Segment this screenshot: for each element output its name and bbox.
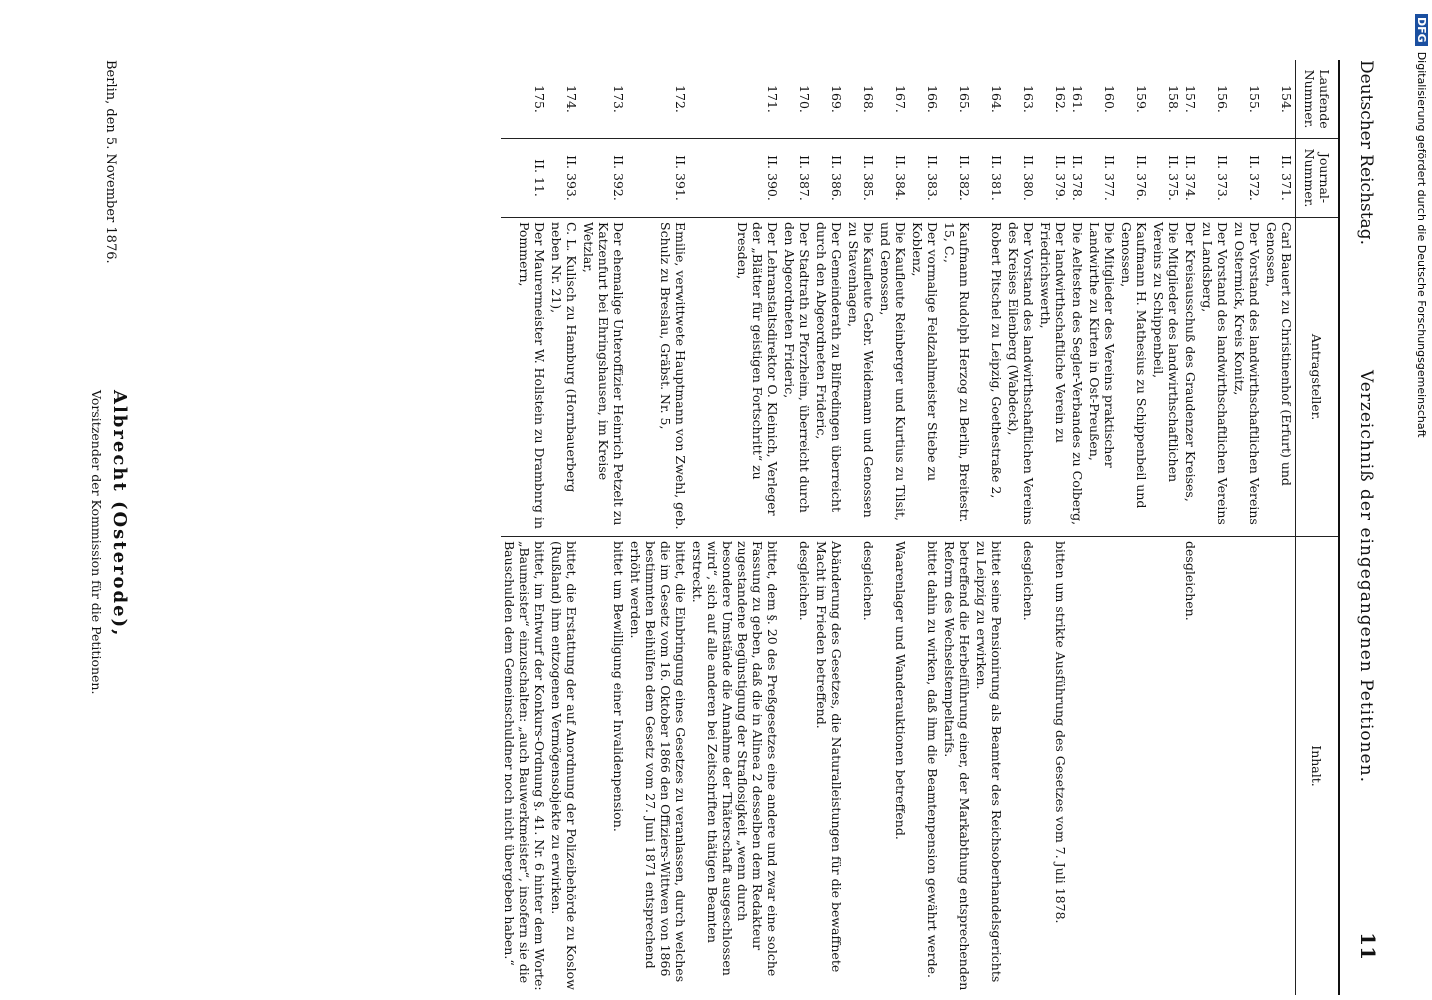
cell-antrag: Robert Pitschel zu Leipzig, Goethestraße 2,: [973, 218, 1005, 537]
column-header: Antragsteller.: [1296, 218, 1340, 537]
cell-antrag: Der Gemeinderath zu Bilfredingen überreicht durch den Abgeordneten Frideric,: [813, 218, 845, 537]
cell-inhalt: bittet seine Pensionirung als Beamter des Reichsoberhandelsgerichts zu Leipzig zu erwirken.: [973, 537, 1005, 996]
cell-inhalt: [1263, 537, 1296, 996]
cell-lfd: 164.: [989, 85, 1004, 113]
cell-journal: II. 11.: [501, 139, 548, 218]
cell-journal: II. 381.: [973, 139, 1005, 218]
cell-inhalt: [1199, 537, 1231, 996]
cell-inhalt: bittet dahin zu wirken, daß ihm die Beamtenpension gewährt werde.: [909, 537, 941, 996]
table-row: [1086, 60, 1118, 995]
cell-lfd: 167.: [893, 85, 908, 113]
cell-inhalt: [1150, 537, 1182, 996]
cell-lfd: 155.: [1247, 85, 1262, 113]
cell-lfd: 165.: [957, 85, 972, 113]
footer-date: Berlin, den 5. November 1876.: [103, 60, 118, 264]
cell-journal: II. 377.: [1086, 139, 1118, 218]
cell-inhalt: desgleichen.: [845, 537, 877, 996]
cell-lfd: 163.: [1021, 85, 1036, 113]
petitions-table: [501, 60, 1340, 995]
table-row: [781, 60, 813, 995]
cell-inhalt: bittet, die Einbringung eines Gesetzes zu veranlassen, durch welches die im Gesetz vom 16. Oktober 1866 den Offiziers-Wittwen von 1866 bestimmten Beihülfen dem Gesetz vom 27. Juni 1871 entsprechend erhöht werden.: [627, 537, 689, 996]
cell-lfd: 173.: [611, 85, 626, 113]
table-row: [627, 60, 689, 995]
cell-antrag: Die Kaufleute Reinberger und Kurtius zu Tilsit, und Genossen,: [877, 218, 909, 537]
cell-journal: II. 372.: [1231, 139, 1263, 218]
cell-journal: II. 384.: [877, 139, 909, 218]
cell-antrag: Der Lehranstaltsdirektor O. Kleinich, Verleger der „Blätter für geistigen Fortschritt“ zu Dresden,: [689, 218, 781, 537]
cell-lfd: 169.: [829, 85, 844, 113]
cell-journal: II. 371.: [1263, 139, 1296, 218]
table-row: [1231, 60, 1263, 995]
cell-inhalt: bitten um strikte Ausführung des Gesetzes vom 7. Juli 1878.: [1037, 537, 1069, 996]
header-left: Deutscher Reichstag.: [1356, 60, 1376, 245]
dfg-logo: DFG: [1415, 14, 1428, 46]
cell-journal: II. 390.: [689, 139, 781, 218]
cell-journal: II. 376.: [1118, 139, 1150, 218]
cell-journal: II. 391.: [627, 139, 689, 218]
header-title: Verzeichniß der eingegangenen Petitionen.: [1356, 370, 1376, 783]
table-row: [1150, 60, 1182, 995]
cell-antrag: Der vormalige Feldzahlmeister Stiebe zu Koblenz,: [909, 218, 941, 537]
cell-inhalt: [1086, 537, 1118, 996]
table-row: [548, 60, 580, 995]
column-header: Laufende Nummer.: [1296, 60, 1340, 139]
cell-antrag: Die Aeltesten des Segler-Verbandes zu Colberg,: [1069, 218, 1086, 537]
cell-lfd: 174.: [564, 85, 579, 113]
cell-antrag: Carl Bauert zu Christinenhof (Erfurt) und Genossen,: [1263, 218, 1296, 537]
cell-lfd: 166.: [925, 85, 940, 113]
table-row: [941, 60, 973, 995]
cell-lfd: 156.: [1215, 85, 1230, 113]
cell-inhalt: Waarenlager und Wanderauktionen betreffend.: [877, 537, 909, 996]
cell-inhalt: bittet, im Entwurf der Konkurs-Ordnung §. 41. Nr. 6 hinter dem Worte: „Baumeister“ einzuschalten: „auch Bauwerkmeister“, insofern sie die Bauschulden dem Gemeinschuldner noch nicht übergeben haben.“: [501, 537, 548, 996]
cell-antrag: Der Kreisausschuß des Graudenzer Kreises,: [1182, 218, 1199, 537]
rotated-document: [60, 60, 1380, 991]
table-row: [1005, 60, 1037, 995]
cell-inhalt: bittet, dem §. 20 des Preßgesetzes eine andere und zwar eine solche Fassung zu geben, daß die in Alinea 2 desselben dem Redakteur zugestandene Begünstigung der Straflosigkeit „wenn durch besondere Umstände die Annahme der Thäterschaft ausgeschlossen wird“, sich auf alle anderen bei Zeitschriften thätigen Beamten erstreckt.: [689, 537, 781, 996]
cell-antrag: Der Vorstand des landwirthschaftlichen Vereins zu Landsberg,: [1199, 218, 1231, 537]
cell-antrag: Der landwirthschaftliche Verein zu Friedrichswerth,: [1037, 218, 1069, 537]
table-row: [1182, 60, 1199, 995]
cell-antrag: Die Mitglieder des landwirthschaftlichen Vereins zu Schippenbeil,: [1150, 218, 1182, 537]
cell-journal: II. 380.: [1005, 139, 1037, 218]
cell-antrag: Der Vorstand des landwirthschaftlichen Vereins des Kreises Eilenberg (Wabdeck),: [1005, 218, 1037, 537]
cell-lfd: 175.: [532, 85, 547, 113]
cell-journal: II. 386.: [813, 139, 845, 218]
cell-antrag: Kaufmann H. Mathesius zu Schippenbeil und Genossen,: [1118, 218, 1150, 537]
table-row: [1263, 60, 1296, 995]
cell-journal: II. 378.: [1069, 139, 1086, 218]
cell-journal: II. 373.: [1199, 139, 1231, 218]
table-row: [1037, 60, 1069, 995]
cell-inhalt: desgleichen.: [1182, 537, 1199, 996]
cell-inhalt: betreffend die Herbeiführung einer, der Markabthung entsprechenden Reform des Wechselstempeltarifs.: [941, 537, 973, 996]
table-row: [1199, 60, 1231, 995]
cell-journal: II. 393.: [548, 139, 580, 218]
cell-lfd: 157.: [1183, 85, 1198, 113]
cell-lfd: 161.: [1070, 85, 1085, 113]
cell-journal: II. 392.: [580, 139, 627, 218]
cell-inhalt: [1231, 537, 1263, 996]
cell-inhalt: desgleichen.: [781, 537, 813, 996]
cell-lfd: 168.: [861, 85, 876, 113]
cell-journal: II. 379.: [1037, 139, 1069, 218]
cell-antrag: C. L. Kulisch zu Hamburg (Hornbauerberg neben Nr. 21),: [548, 218, 580, 537]
table-row: [580, 60, 627, 995]
cell-inhalt: [1118, 537, 1150, 996]
table-row: [1118, 60, 1150, 995]
table-header-row: [1296, 60, 1340, 995]
table-row: [501, 60, 548, 995]
cell-antrag: Der Stadtrath zu Pforzheim, überreicht durch den Abgeordneten Frideric,: [781, 218, 813, 537]
cell-lfd: 171.: [765, 85, 780, 113]
cell-lfd: 158.: [1166, 85, 1181, 113]
column-header: Inhalt.: [1296, 537, 1340, 996]
cell-antrag: Der Maurermeister W. Hollstein zu Drambnrg in Pommern,: [501, 218, 548, 537]
table-row: [909, 60, 941, 995]
cell-journal: II. 382.: [941, 139, 973, 218]
cell-inhalt: Abänderung des Gesetzes, die Naturalleistungen für die bewaffnete Macht im Frieden betreffend.: [813, 537, 845, 996]
table-row: [1069, 60, 1086, 995]
cell-antrag: Emilie, verwittwete Hauptmann von Zwehl, geb. Schulz zu Breslau, Gräbst. Nr. 5,: [627, 218, 689, 537]
table-row: [845, 60, 877, 995]
cell-lfd: 170.: [797, 85, 812, 113]
footer-signature: Albrecht (Osterode),: [109, 390, 130, 638]
cell-lfd: 172.: [673, 85, 688, 113]
cell-journal: II. 374.: [1182, 139, 1199, 218]
cell-journal: II. 383.: [909, 139, 941, 218]
cell-antrag: Der ehemalige Unteroffizier Heinrich Petzelt zu Katzenfurt bei Ehringshausen, im Kreise Wetzlar,: [580, 218, 627, 537]
table-body: [501, 60, 1296, 995]
cell-inhalt: desgleichen.: [1005, 537, 1037, 996]
table-row: [877, 60, 909, 995]
table-row: [813, 60, 845, 995]
table-row: [973, 60, 1005, 995]
cell-lfd: 154.: [1279, 85, 1294, 113]
column-header: Journal-Nummer.: [1296, 139, 1340, 218]
cell-inhalt: bittet, die Erstattung der auf Anordnung der Polizeibehörde zu Koslow (Rußland) ihm entzogenen Vermögensobjekte zu erwirken.: [548, 537, 580, 996]
page-number: 11: [1356, 932, 1380, 960]
cell-antrag: Die Kaufleute Gebr. Weidemann und Genossen zu Stavenhagen,: [845, 218, 877, 537]
side-watermark: [1410, 14, 1430, 984]
cell-antrag: Die Mitglieder des Vereins praktischer Landwirthe zu Kirten in Ost-Preußen,: [1086, 218, 1118, 537]
table-row: [689, 60, 781, 995]
cell-antrag: Der Vorstand des landwirthschaftlichen Vereins zu Ostermick, Kreis Konitz,: [1231, 218, 1263, 537]
cell-lfd: 159.: [1134, 85, 1149, 113]
footer-role: Vorsitzender der Kommission für die Petitionen.: [89, 390, 104, 695]
cell-inhalt: bittet um Bewilligung einer Invalidenpension.: [580, 537, 627, 996]
page-header: [1350, 60, 1380, 960]
cell-journal: II. 375.: [1150, 139, 1182, 218]
side-text: Digitalisierung gefördert durch die Deutsche Forschungsgemeinschaft: [1415, 51, 1428, 438]
cell-antrag: Kaufmann Rudolph Herzog zu Berlin, Breitestr. 15, C.,: [941, 218, 973, 537]
cell-lfd: 162.: [1053, 85, 1068, 113]
cell-lfd: 160.: [1102, 85, 1117, 113]
cell-journal: II. 387.: [781, 139, 813, 218]
cell-journal: II. 385.: [845, 139, 877, 218]
cell-inhalt: [1069, 537, 1086, 996]
